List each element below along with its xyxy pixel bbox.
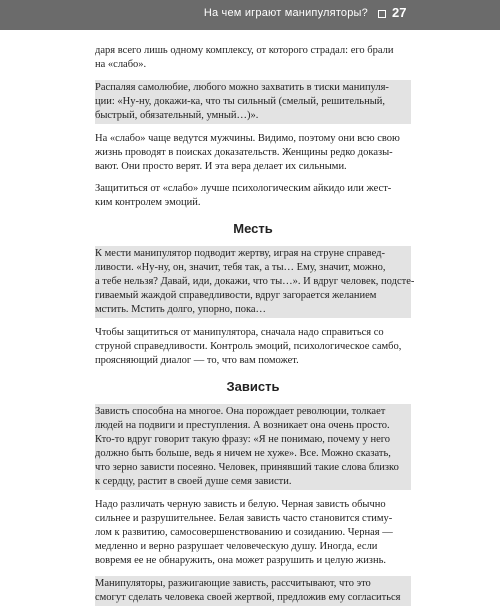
- text-line: гиваемый жаждой справедливости, вдруг загорается желанием: [95, 290, 377, 301]
- text-line: мстить. Мстить долго, упорно, пока…: [95, 304, 267, 315]
- text-line: Манипуляторы, разжигающие зависть, рассчитывают, что это: [95, 578, 371, 589]
- text-line: Зависть способна на многое. Она порождает революции, толкает: [95, 406, 386, 417]
- text-line: Распаляя самолюбие, любого можно захватить в тиски манипуля-: [95, 82, 389, 93]
- text-line: даря всего лишь одному комплексу, от которого страдал: его брали: [95, 45, 394, 56]
- text-line: быстрый, обязательный, умный…)».: [95, 110, 259, 121]
- text-line: проясняющий диалог — то, что вам поможет.: [95, 355, 299, 366]
- shaded-paragraph: [95, 576, 411, 606]
- text-line: ким контролем эмоций.: [95, 197, 201, 208]
- text-line: вовремя ее не обнаружить, она может разрушить и целую жизнь.: [95, 555, 386, 566]
- text-line: ции: «Ну-ну, докажи-ка, что ты сильный (смелый, решительный,: [95, 96, 386, 107]
- shaded-paragraph: [95, 80, 411, 124]
- paragraph: [95, 132, 411, 174]
- text-line: жизнь проводят в поисках доказательств. Женщины редко доказы-: [95, 147, 393, 158]
- text-line: лом к развитию, самосовершенствованию и созиданию. Черная —: [95, 527, 393, 538]
- paragraph: [95, 182, 411, 210]
- text-line: на «слабо».: [95, 59, 147, 70]
- section-heading-revenge: Месть: [233, 221, 273, 236]
- shaded-paragraph: [95, 404, 411, 490]
- text-line: К мести манипулятор подводит жертву, играя на струне справед-: [95, 248, 385, 259]
- text-line: смогут сделать человека своей жертвой, предложив ему согласиться: [95, 592, 401, 603]
- paragraph: [95, 326, 411, 368]
- page-body: [95, 44, 415, 614]
- text-line: Кто-то вдруг говорит такую фразу: «Я не понимаю, почему у него: [95, 434, 391, 445]
- text-line: На «слабо» чаще ведутся мужчины. Видимо, поэтому они всю свою: [95, 133, 400, 144]
- section-heading-envy: Зависть: [226, 379, 280, 394]
- text-line: Чтобы защититься от манипулятора, сначала надо справиться со: [95, 327, 384, 338]
- header-square-icon: [378, 10, 386, 18]
- paragraph: [95, 498, 411, 568]
- text-line: вают. Они просто верят. И эта вера делает их сильными.: [95, 161, 347, 172]
- paragraph: [95, 44, 411, 72]
- text-line: струной справедливости. Контроль эмоций, психологическое самбо,: [95, 341, 402, 352]
- text-line: ливости. «Ну-ну, он, значит, тебя так, а ты… Ему, значит, можно,: [95, 262, 386, 273]
- text-line: Надо различать черную зависть и белую. Черная зависть обычно: [95, 499, 386, 510]
- text-line: что зерно зависти посеяно. Человек, принявший такие слова близко: [95, 462, 399, 473]
- text-line: медленно и верно разрушает человеческую душу. Иногда, если: [95, 541, 378, 552]
- text-line: к сердцу, растит в своей душе семя зависти.: [95, 476, 292, 487]
- text-line: сильнее и разрушительнее. Белая зависть часто становится стиму-: [95, 513, 393, 524]
- text-line: людей на подвиги и преступления. А возникает она очень просто.: [95, 420, 390, 431]
- header-title: На чем играют манипуляторы?: [203, 7, 368, 19]
- text-line: а тебе нельзя? Давай, иди, докажи, что ты…». И вдруг человек, подсте-: [95, 276, 415, 287]
- text-line: Защититься от «слабо» лучше психологическим айкидо или жест-: [95, 183, 392, 194]
- text-line: должно быть больше, ведь я ничем не хуже». Все. Можно сказать,: [95, 448, 391, 459]
- page-number: 27: [392, 5, 407, 20]
- running-header: [0, 0, 500, 30]
- shaded-paragraph: [95, 246, 415, 318]
